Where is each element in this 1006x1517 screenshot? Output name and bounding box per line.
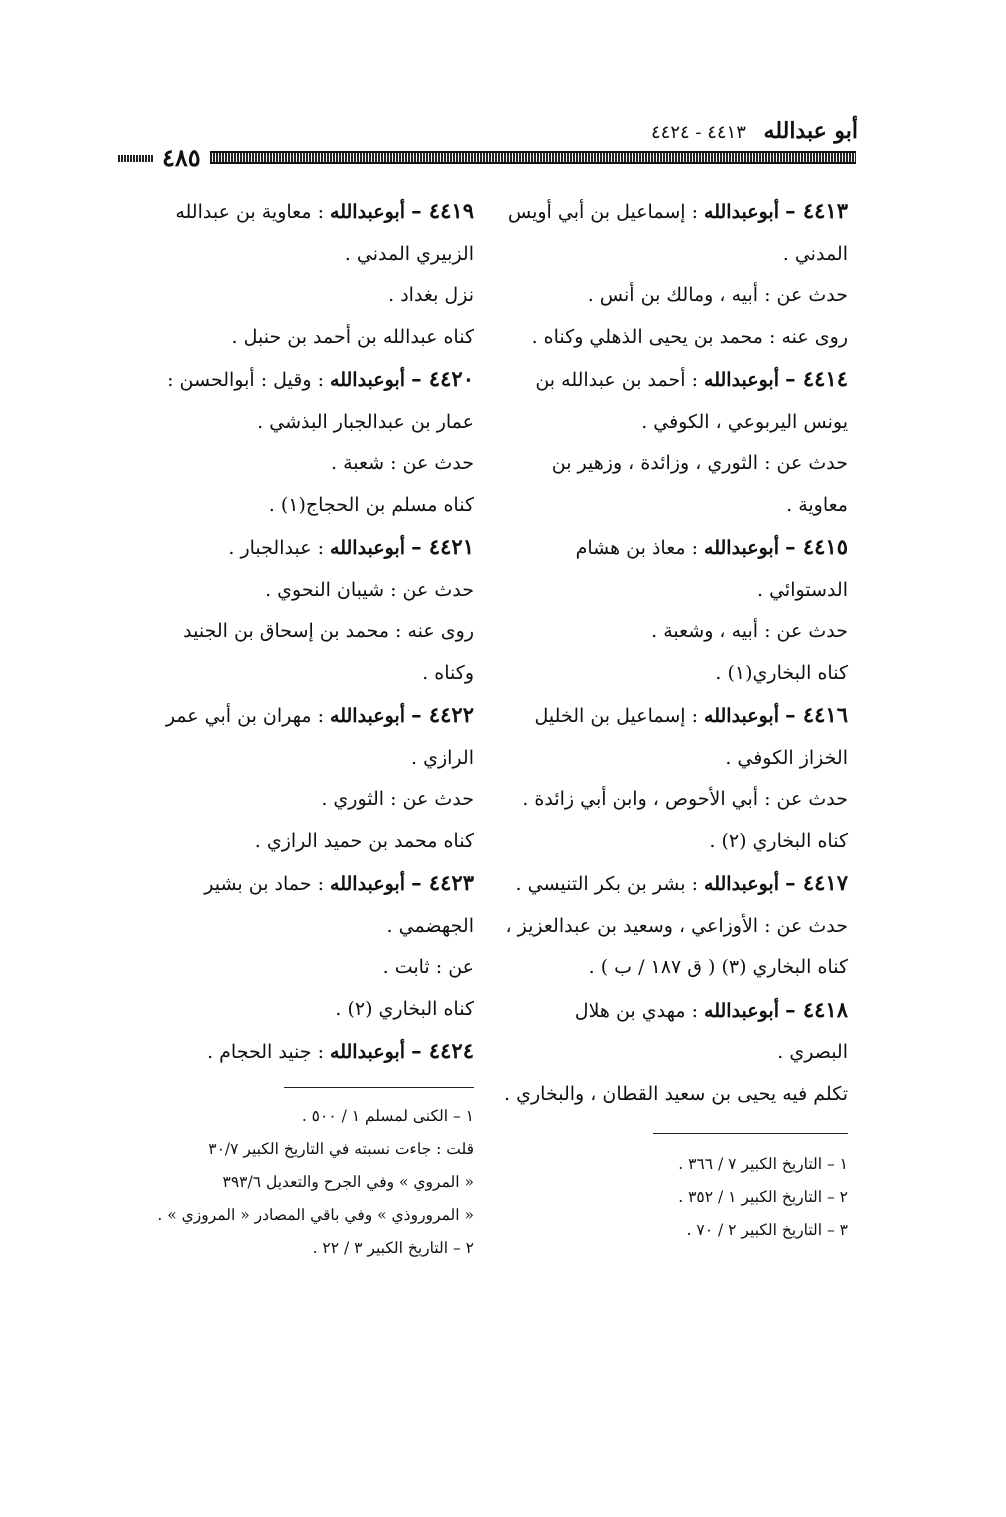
footnote-rule-left: [284, 1087, 474, 1088]
entry-line: [129, 443, 474, 485]
entry-kunya: أبوعبدالله: [330, 873, 406, 895]
entry-text: كناه محمد بن حميد الرازي .: [254, 829, 474, 852]
entry-line: [498, 443, 848, 485]
page-number: ٤٨٥: [156, 143, 207, 172]
entry-text: : إسماعيل بن أبي أويس: [507, 201, 698, 223]
entry-text: الرازي .: [411, 746, 474, 769]
entry-heading: [498, 526, 848, 570]
entry-kunya: أبوعبدالله: [704, 999, 780, 1022]
entry-text: وكناه .: [422, 661, 474, 684]
entry-text: : عبدالجبار .: [228, 537, 324, 559]
entry-text: حدث عن : شيبان النحوي .: [265, 578, 474, 601]
entry-text: البصري .: [777, 1041, 848, 1063]
entry-text: كناه البخاري(١) .: [715, 661, 848, 684]
entry-number: ٤٤٢٣ –: [411, 870, 474, 895]
entry-heading: [129, 1030, 474, 1074]
footnote: ٢ – التاريخ الكبير ١ / ٣٥٢ .: [678, 1188, 848, 1206]
entry-line: [498, 947, 848, 989]
entry-text: حدث عن : الثوري ، وزائدة ، وزهير بن: [551, 452, 848, 474]
entry-heading: [129, 862, 474, 906]
entry-heading: [498, 190, 848, 234]
entry-text: الدستوائي .: [757, 578, 848, 601]
entry-kunya: أبوعبدالله: [704, 873, 780, 895]
entry-text: كناه البخاري (٢) .: [335, 997, 474, 1020]
entry-text: كناه البخاري (٣) ( ق ١٨٧ / ب ) .: [588, 956, 848, 978]
entry-heading: [129, 190, 474, 234]
entry-number: ٤٤١٦ –: [785, 702, 848, 727]
left-column: [129, 190, 474, 1074]
footnote: قلت : جاءت نسبته في التاريخ الكبير ٣٠/٧: [208, 1140, 474, 1158]
entry-line: [129, 738, 474, 780]
entry-text: حدث عن : أبيه ، ومالك بن أنس .: [587, 284, 848, 306]
entry-line: [498, 317, 848, 359]
footnote: ٢ – التاريخ الكبير ٣ / ٢٢ .: [312, 1239, 474, 1257]
entry-text: تكلم فيه يحيى بن سعيد القطان ، والبخاري .: [504, 1082, 848, 1105]
entry-line: [498, 1032, 848, 1074]
entry-line: [129, 234, 474, 276]
header-rule: [210, 151, 856, 164]
entry-line: [498, 821, 848, 863]
entry-line: [498, 611, 848, 653]
running-head: [651, 118, 858, 144]
entry-text: حدث عن : شعبة .: [330, 452, 474, 474]
entry-text: : أحمد بن عبدالله بن: [535, 369, 698, 391]
entry-line: [129, 317, 474, 359]
entry-line: [129, 821, 474, 863]
entry-number: ٤٤١٨ –: [785, 996, 848, 1022]
entry-line: [129, 570, 474, 612]
entry-text: كناه مسلم بن الحجاج(١) .: [268, 493, 474, 516]
entry-heading: [498, 694, 848, 738]
footnote: ١ – التاريخ الكبير ٧ / ٣٦٦ .: [678, 1155, 848, 1173]
entry-text: الخزاز الكوفي .: [725, 746, 848, 769]
entry-text: روى عنه : محمد بن إسحاق بن الجنيد: [183, 620, 474, 642]
entry-text: : مهدي بن هلال: [574, 999, 698, 1022]
entry-text: الجهضمي .: [386, 914, 474, 937]
entry-text: : مهران بن أبي عمر: [165, 705, 324, 727]
entry-line: [129, 779, 474, 821]
entry-text: كناه البخاري (٢) .: [709, 829, 848, 852]
entry-text: الزبيري المدني .: [344, 242, 474, 265]
entry-line: [129, 611, 474, 653]
entry-line: [498, 275, 848, 317]
entry-number: ٤٤١٣ –: [785, 198, 848, 223]
entry-line: [129, 275, 474, 317]
entry-text: يونس اليربوعي ، الكوفي .: [641, 410, 848, 433]
entry-text: : وقيل : أبوالحسن :: [167, 369, 324, 391]
entry-kunya: أبوعبدالله: [330, 369, 406, 391]
entry-line: [129, 653, 474, 695]
entry-text: كناه عبدالله بن أحمد بن حنبل .: [231, 325, 474, 348]
entry-heading: [498, 862, 848, 906]
right-column: [498, 190, 848, 1115]
entry-kunya: أبوعبدالله: [704, 201, 780, 223]
footnotes-left: [124, 1100, 474, 1265]
entry-text: : معاذ بن هشام: [575, 537, 698, 559]
entry-line: [129, 947, 474, 989]
entry-number: ٤٤١٩ –: [411, 198, 474, 223]
entry-heading: [129, 526, 474, 570]
footnote-rule-right: [653, 1133, 848, 1134]
entry-number: ٤٤٢٢ –: [411, 702, 474, 727]
entry-line: [129, 485, 474, 527]
entry-line: [129, 906, 474, 948]
entry-number: ٤٤٢١ –: [411, 534, 474, 559]
entry-text: معاوية .: [786, 493, 848, 516]
entry-text: : بشر بن بكر التنيسي .: [515, 873, 698, 895]
entry-line: [129, 402, 474, 444]
entry-text: روى عنه : محمد بن يحيى الذهلي وكناه .: [531, 325, 848, 348]
entry-text: حدث عن : أبيه ، وشعبة .: [651, 620, 848, 642]
running-title: أبو عبدالله: [763, 118, 858, 144]
entry-number: ٤٤٢٠ –: [411, 366, 474, 391]
entry-kunya: أبوعبدالله: [704, 369, 780, 391]
entry-line: [498, 485, 848, 527]
entry-kunya: أبوعبدالله: [330, 705, 406, 727]
entry-line: [498, 402, 848, 444]
entry-range: ٤٤١٣ - ٤٤٢٤: [650, 122, 746, 143]
entry-heading: [129, 358, 474, 402]
entry-kunya: أبوعبدالله: [704, 705, 780, 727]
entry-text: عن : ثابت .: [382, 956, 474, 978]
entry-line: [498, 1074, 848, 1116]
entry-line: [498, 779, 848, 821]
entry-text: حدث عن : الثوري .: [321, 788, 474, 810]
entry-line: [498, 738, 848, 780]
entry-text: : معاوية بن عبدالله: [175, 201, 324, 223]
footnote: « المروروذي » وفي باقي المصادر « المروزي » .: [157, 1206, 474, 1224]
entry-kunya: أبوعبدالله: [330, 537, 406, 559]
entry-line: [498, 906, 848, 948]
entry-text: : حماد بن بشير: [204, 873, 324, 895]
entry-heading: [498, 989, 848, 1033]
entry-kunya: أبوعبدالله: [330, 201, 406, 223]
entry-number: ٤٤٢٤ –: [411, 1038, 474, 1063]
entry-kunya: أبوعبدالله: [330, 1041, 406, 1063]
entry-kunya: أبوعبدالله: [704, 537, 780, 559]
entry-number: ٤٤١٧ –: [785, 870, 848, 895]
entry-text: حدث عن : الأوزاعي ، وسعيد بن عبدالعزيز ،: [505, 914, 848, 937]
entry-text: المدني .: [782, 242, 848, 265]
footnote: ١ – الكنى لمسلم ١ / ٥٠٠ .: [301, 1107, 474, 1125]
entry-text: عمار بن عبدالجبار البذشي .: [257, 410, 474, 433]
entry-text: : جنيد الحجام .: [207, 1041, 324, 1063]
entry-text: : إسماعيل بن الخليل: [534, 705, 698, 727]
entry-text: حدث عن : أبي الأحوص ، وابن أبي زائدة .: [522, 788, 848, 810]
footnote: ٣ – التاريخ الكبير ٢ / ٧٠ .: [686, 1221, 848, 1239]
entry-heading: [498, 358, 848, 402]
entry-number: ٤٤١٥ –: [785, 534, 848, 559]
header-rule-end: [118, 155, 154, 162]
entry-line: [498, 234, 848, 276]
entry-number: ٤٤١٤ –: [785, 366, 848, 391]
entry-heading: [129, 694, 474, 738]
footnotes-right: [508, 1148, 848, 1247]
entry-text: نزل بغداد .: [388, 284, 474, 306]
entry-line: [498, 653, 848, 695]
entry-line: [498, 570, 848, 612]
entry-line: [129, 989, 474, 1031]
footnote: « المروي » وفي الجرح والتعديل ٣٩٣/٦: [222, 1173, 474, 1191]
